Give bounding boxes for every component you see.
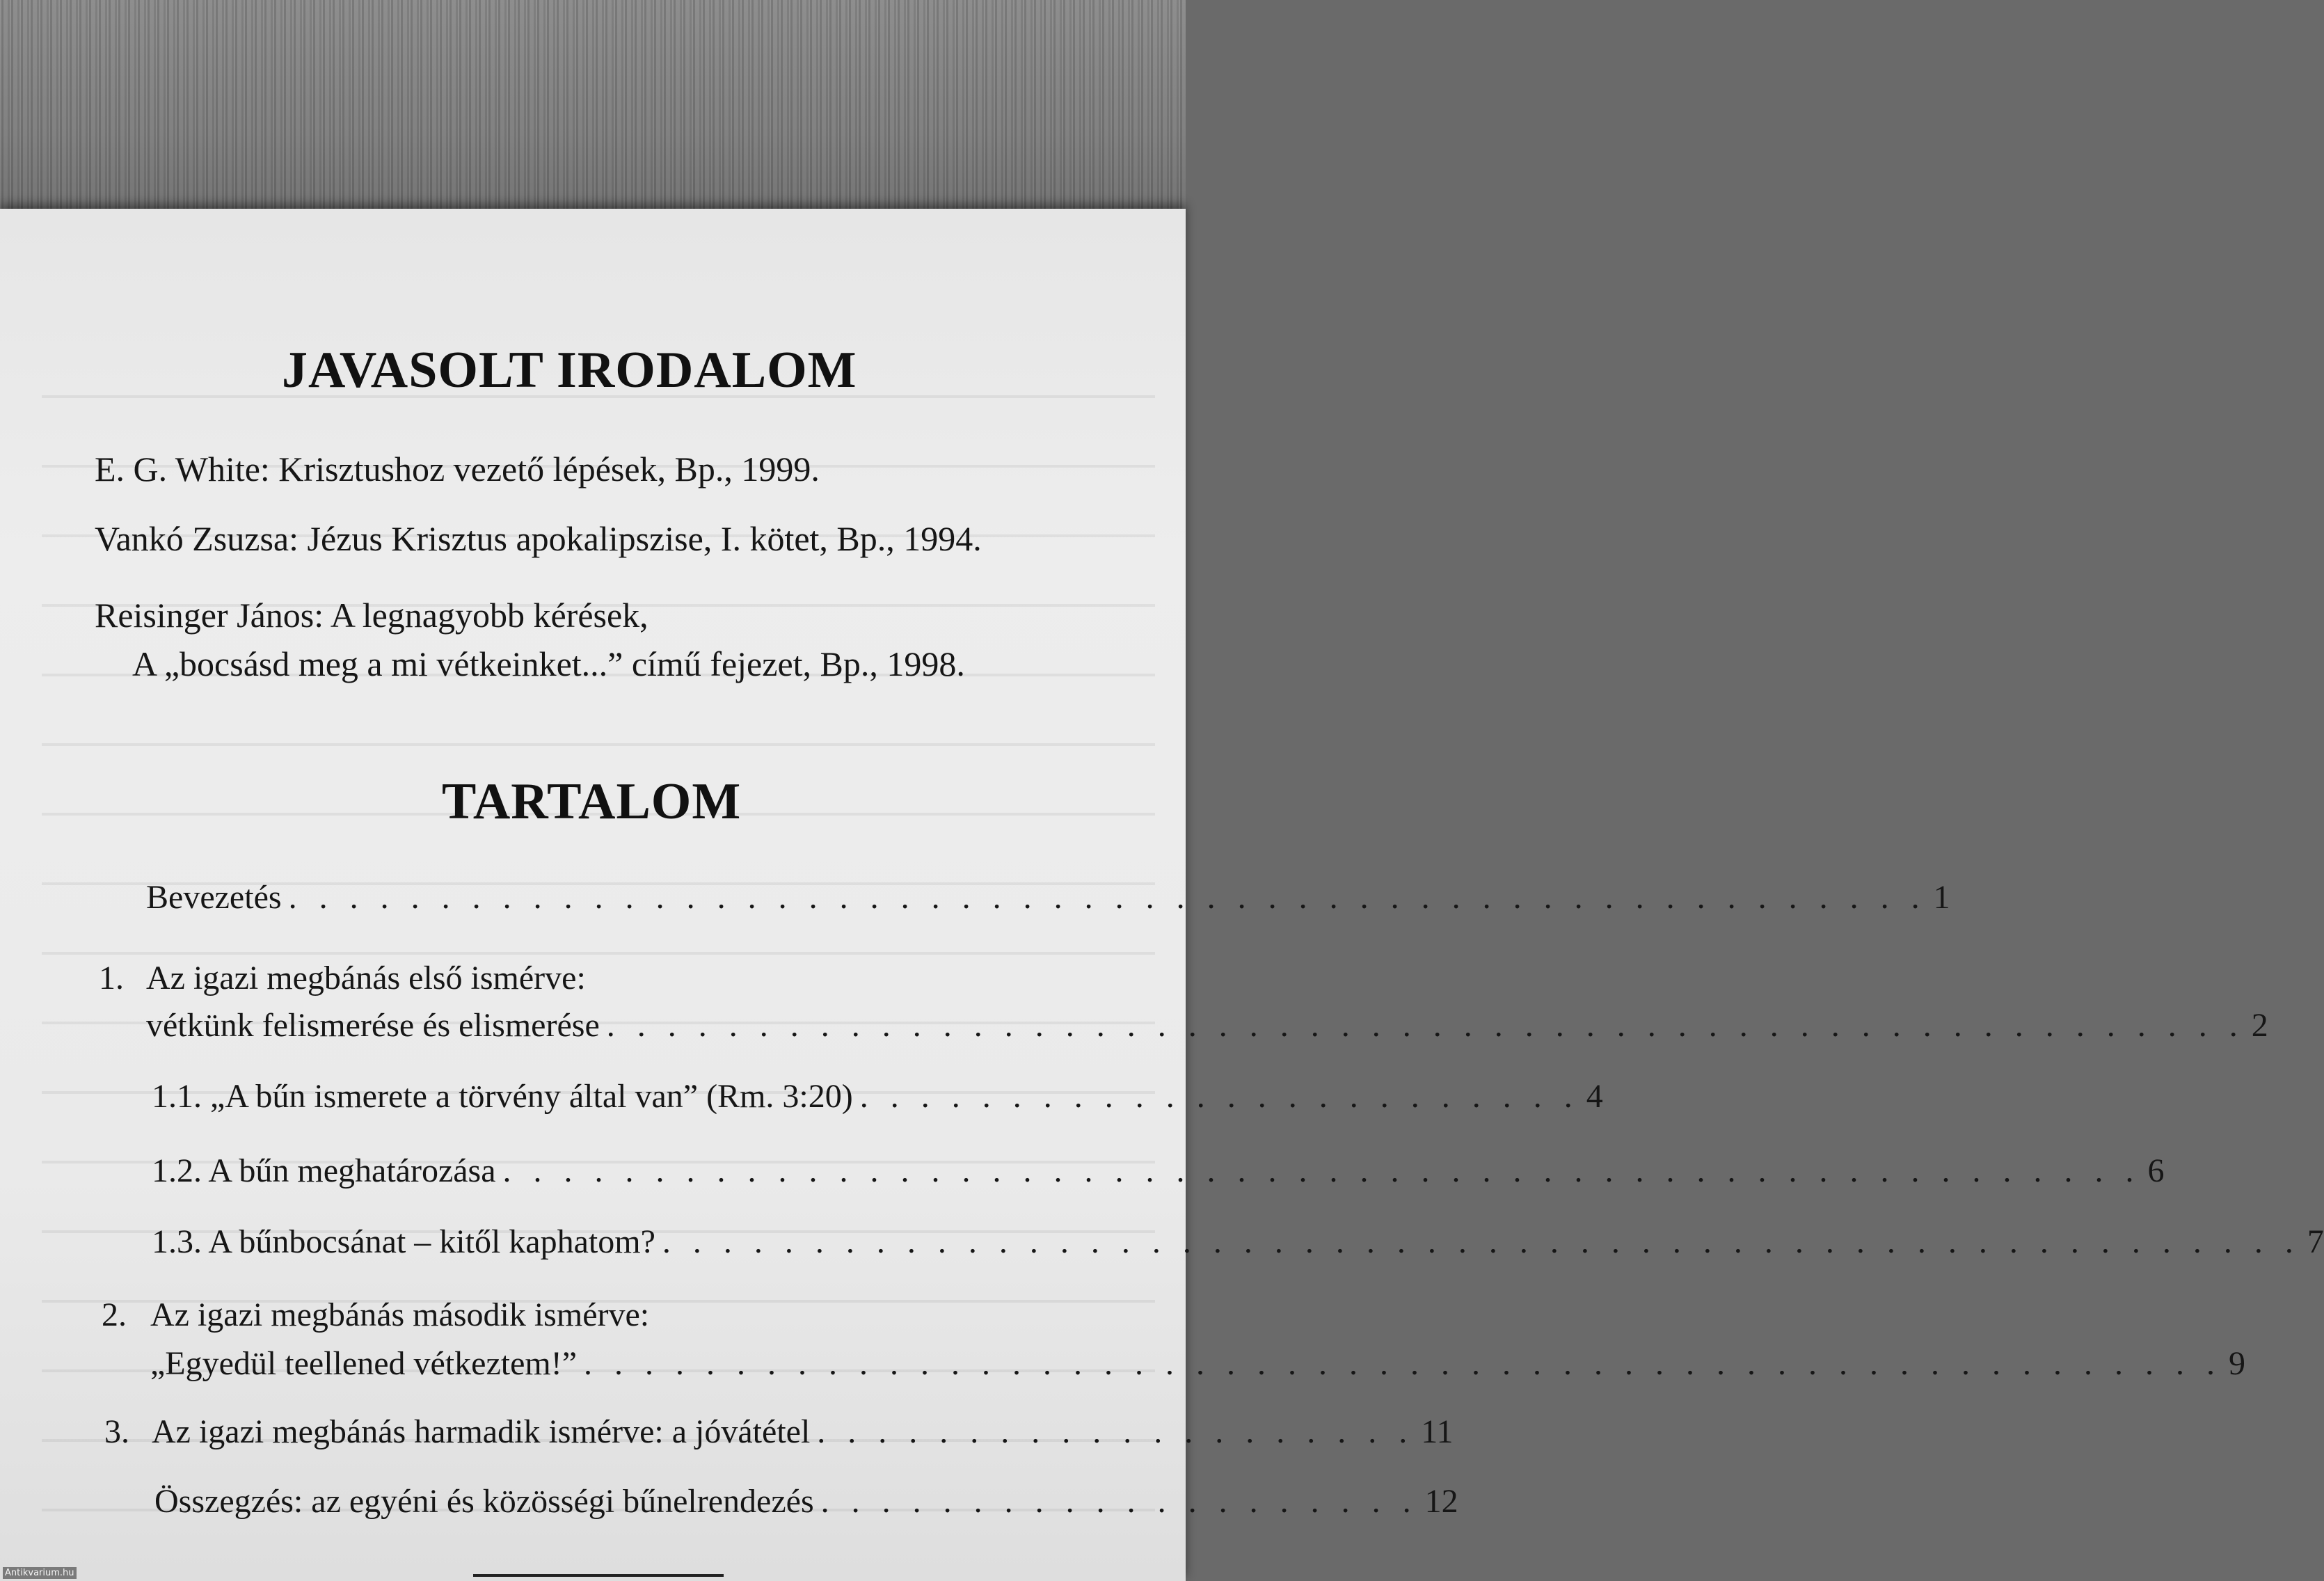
page-footer-rule <box>473 1574 724 1577</box>
toc-page-number: 11 <box>1421 1413 1454 1450</box>
toc-page-number: 2 <box>2251 1007 2268 1044</box>
toc-leader-dots: . . . . . . . . . . . . . . . . . . . . . . . . <box>859 1078 1579 1115</box>
toc-entry-text: Az igazi megbánás második ismérve: <box>150 1296 650 1333</box>
toc-chapter-number: 1. <box>99 960 124 996</box>
toc-page-number: 7 <box>2307 1223 2324 1260</box>
toc-entry-text: „Egyedül teellened vétkeztem!” <box>150 1345 578 1382</box>
literature-item: Vankó Zsuzsa: Jézus Krisztus apokalipszise, I. kötet, Bp., 1994. <box>95 519 982 558</box>
toc-page-number: 6 <box>2147 1152 2165 1189</box>
toc-entry-text: 1.3. A bűnbocsánat – kitől kaphatom? <box>152 1223 655 1260</box>
toc-leader-dots: . . . . . . . . . . . . . . . . . . . . . . . . . . . . . . . . . . . . . . . . . . . . . . . . . . . . . . <box>662 1223 2300 1260</box>
literature-item-continuation: A „bocsásd meg a mi vétkeinket...” című fejezet, Bp., 1998. <box>132 644 965 683</box>
toc-entry <box>152 1152 2165 1190</box>
toc-entry <box>152 1223 2324 1261</box>
watermark: Antikvarium.hu <box>3 1567 77 1579</box>
table-surface <box>0 0 1186 223</box>
toc-page-number: 9 <box>2229 1345 2246 1382</box>
toc-entry-text: Az igazi megbánás első ismérve: <box>146 960 586 996</box>
toc-entry-text: Bevezetés <box>146 879 282 916</box>
toc-entry <box>146 878 1950 916</box>
toc-entry <box>146 1006 2268 1044</box>
toc-page-number: 4 <box>1586 1078 1603 1115</box>
toc-entry <box>152 1077 1603 1115</box>
literature-item: E. G. White: Krisztushoz vezető lépések, Bp., 1999. <box>95 450 820 488</box>
literature-item: Reisinger János: A legnagyobb kérések, <box>95 596 648 635</box>
toc-entry-text: 1.1. „A bűn ismerete a törvény által van” (Rm. 3:20) <box>152 1078 853 1115</box>
toc-chapter-number: 2. <box>102 1296 127 1333</box>
toc-entry-text: 1.2. A bűn meghatározása <box>152 1152 496 1189</box>
literature-heading: JAVASOLT IRODALOM <box>282 342 857 399</box>
toc-entry <box>152 1413 1454 1451</box>
toc-leader-dots: . . . . . . . . . . . . . . . . . . . . <box>817 1413 1415 1450</box>
toc-leader-dots: . . . . . . . . . . . . . . . . . . . . . . . . . . . . . . . . . . . . . . . . . . . . . . . . . . . . . . <box>502 1152 2141 1189</box>
toc-leader-dots: . . . . . . . . . . . . . . . . . . . . . . . . . . . . . . . . . . . . . . . . . . . . . . . . . . . . . . <box>288 879 1927 916</box>
toc-entry <box>150 1344 2246 1383</box>
toc-entry-text: vétkünk felismerése és elismerése <box>146 1007 600 1044</box>
toc-leader-dots: . . . . . . . . . . . . . . . . . . . . . . . . . . . . . . . . . . . . . . . . . . . . . . . . . . . . . . <box>606 1007 2245 1044</box>
toc-chapter-number: 3. <box>104 1413 129 1450</box>
toc-entry <box>154 1482 1458 1520</box>
toc-leader-dots: . . . . . . . . . . . . . . . . . . . . <box>820 1483 1418 1520</box>
toc-page-number: 12 <box>1424 1483 1458 1520</box>
toc-entry-text: Összegzés: az egyéni és közösségi bűnelrendezés <box>154 1483 814 1520</box>
toc-page-number: 1 <box>1933 879 1950 916</box>
toc-entry-text: Az igazi megbánás harmadik ismérve: a jóvátétel <box>152 1413 811 1450</box>
contents-heading: TARTALOM <box>442 773 742 830</box>
toc-leader-dots: . . . . . . . . . . . . . . . . . . . . . . . . . . . . . . . . . . . . . . . . . . . . . . . . . . . . . . <box>584 1345 2222 1382</box>
